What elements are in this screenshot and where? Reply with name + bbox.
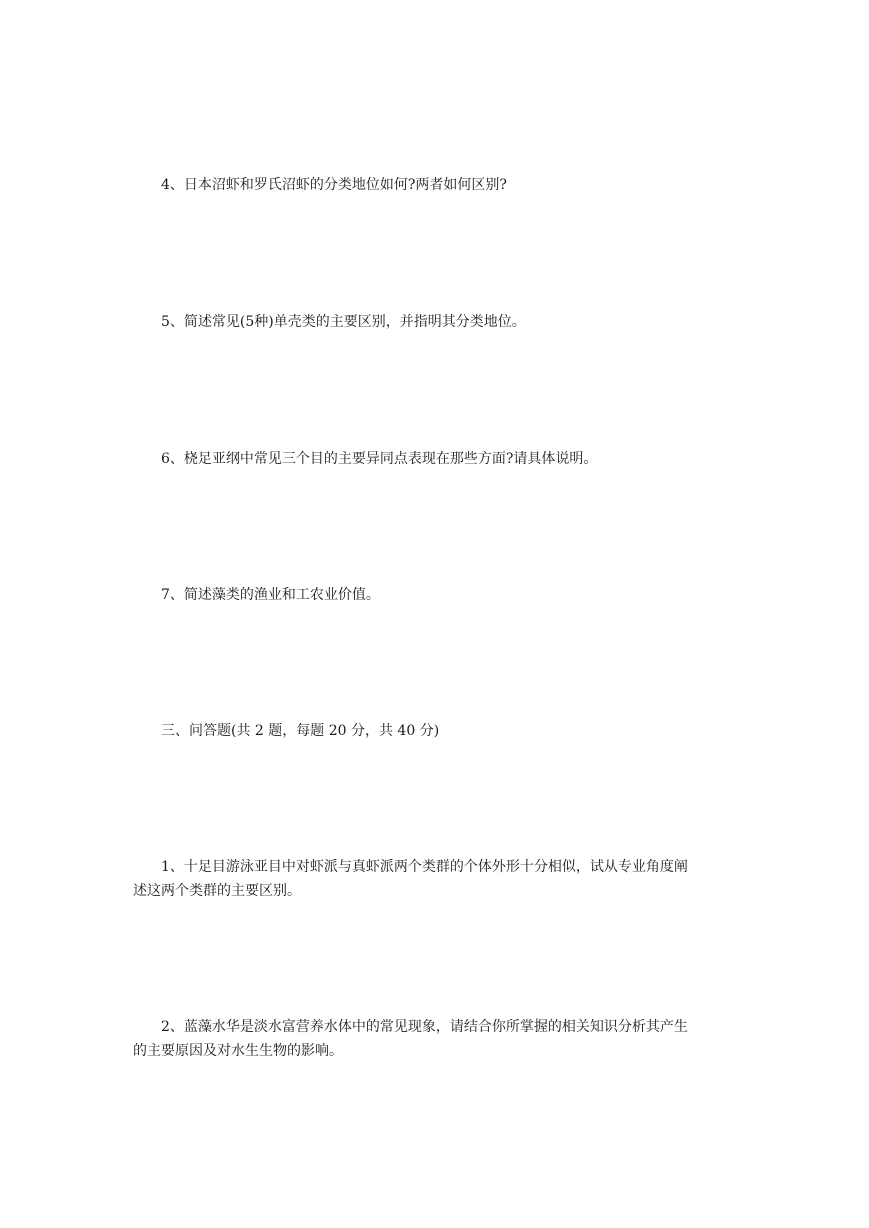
essay-question-1-line-1: 1、十足目游泳亚目中对虾派与真虾派两个类群的个体外形十分相似，试从专业角度阐	[161, 859, 688, 875]
essay-question-1-line-2: 述这两个类群的主要区别。	[133, 883, 301, 899]
question-4: 4、日本沼虾和罗氏沼虾的分类地位如何?两者如何区别?	[161, 177, 507, 193]
section-3-heading: 三、问答题(共 2 题，每题 20 分，共 40 分)	[161, 723, 440, 739]
essay-question-2-line-1: 2、蓝藻水华是淡水富营养水体中的常见现象，请结合你所掌握的相关知识分析其产生	[161, 1019, 688, 1035]
question-7: 7、简述藻类的渔业和工农业价值。	[161, 587, 380, 603]
question-5: 5、简述常见(5种)单壳类的主要区别，并指明其分类地位。	[161, 314, 526, 330]
question-6: 6、桡足亚纲中常见三个目的主要异同点表现在那些方面?请具体说明。	[161, 451, 598, 467]
essay-question-2-line-2: 的主要原因及对水生生物的影响。	[133, 1043, 343, 1059]
